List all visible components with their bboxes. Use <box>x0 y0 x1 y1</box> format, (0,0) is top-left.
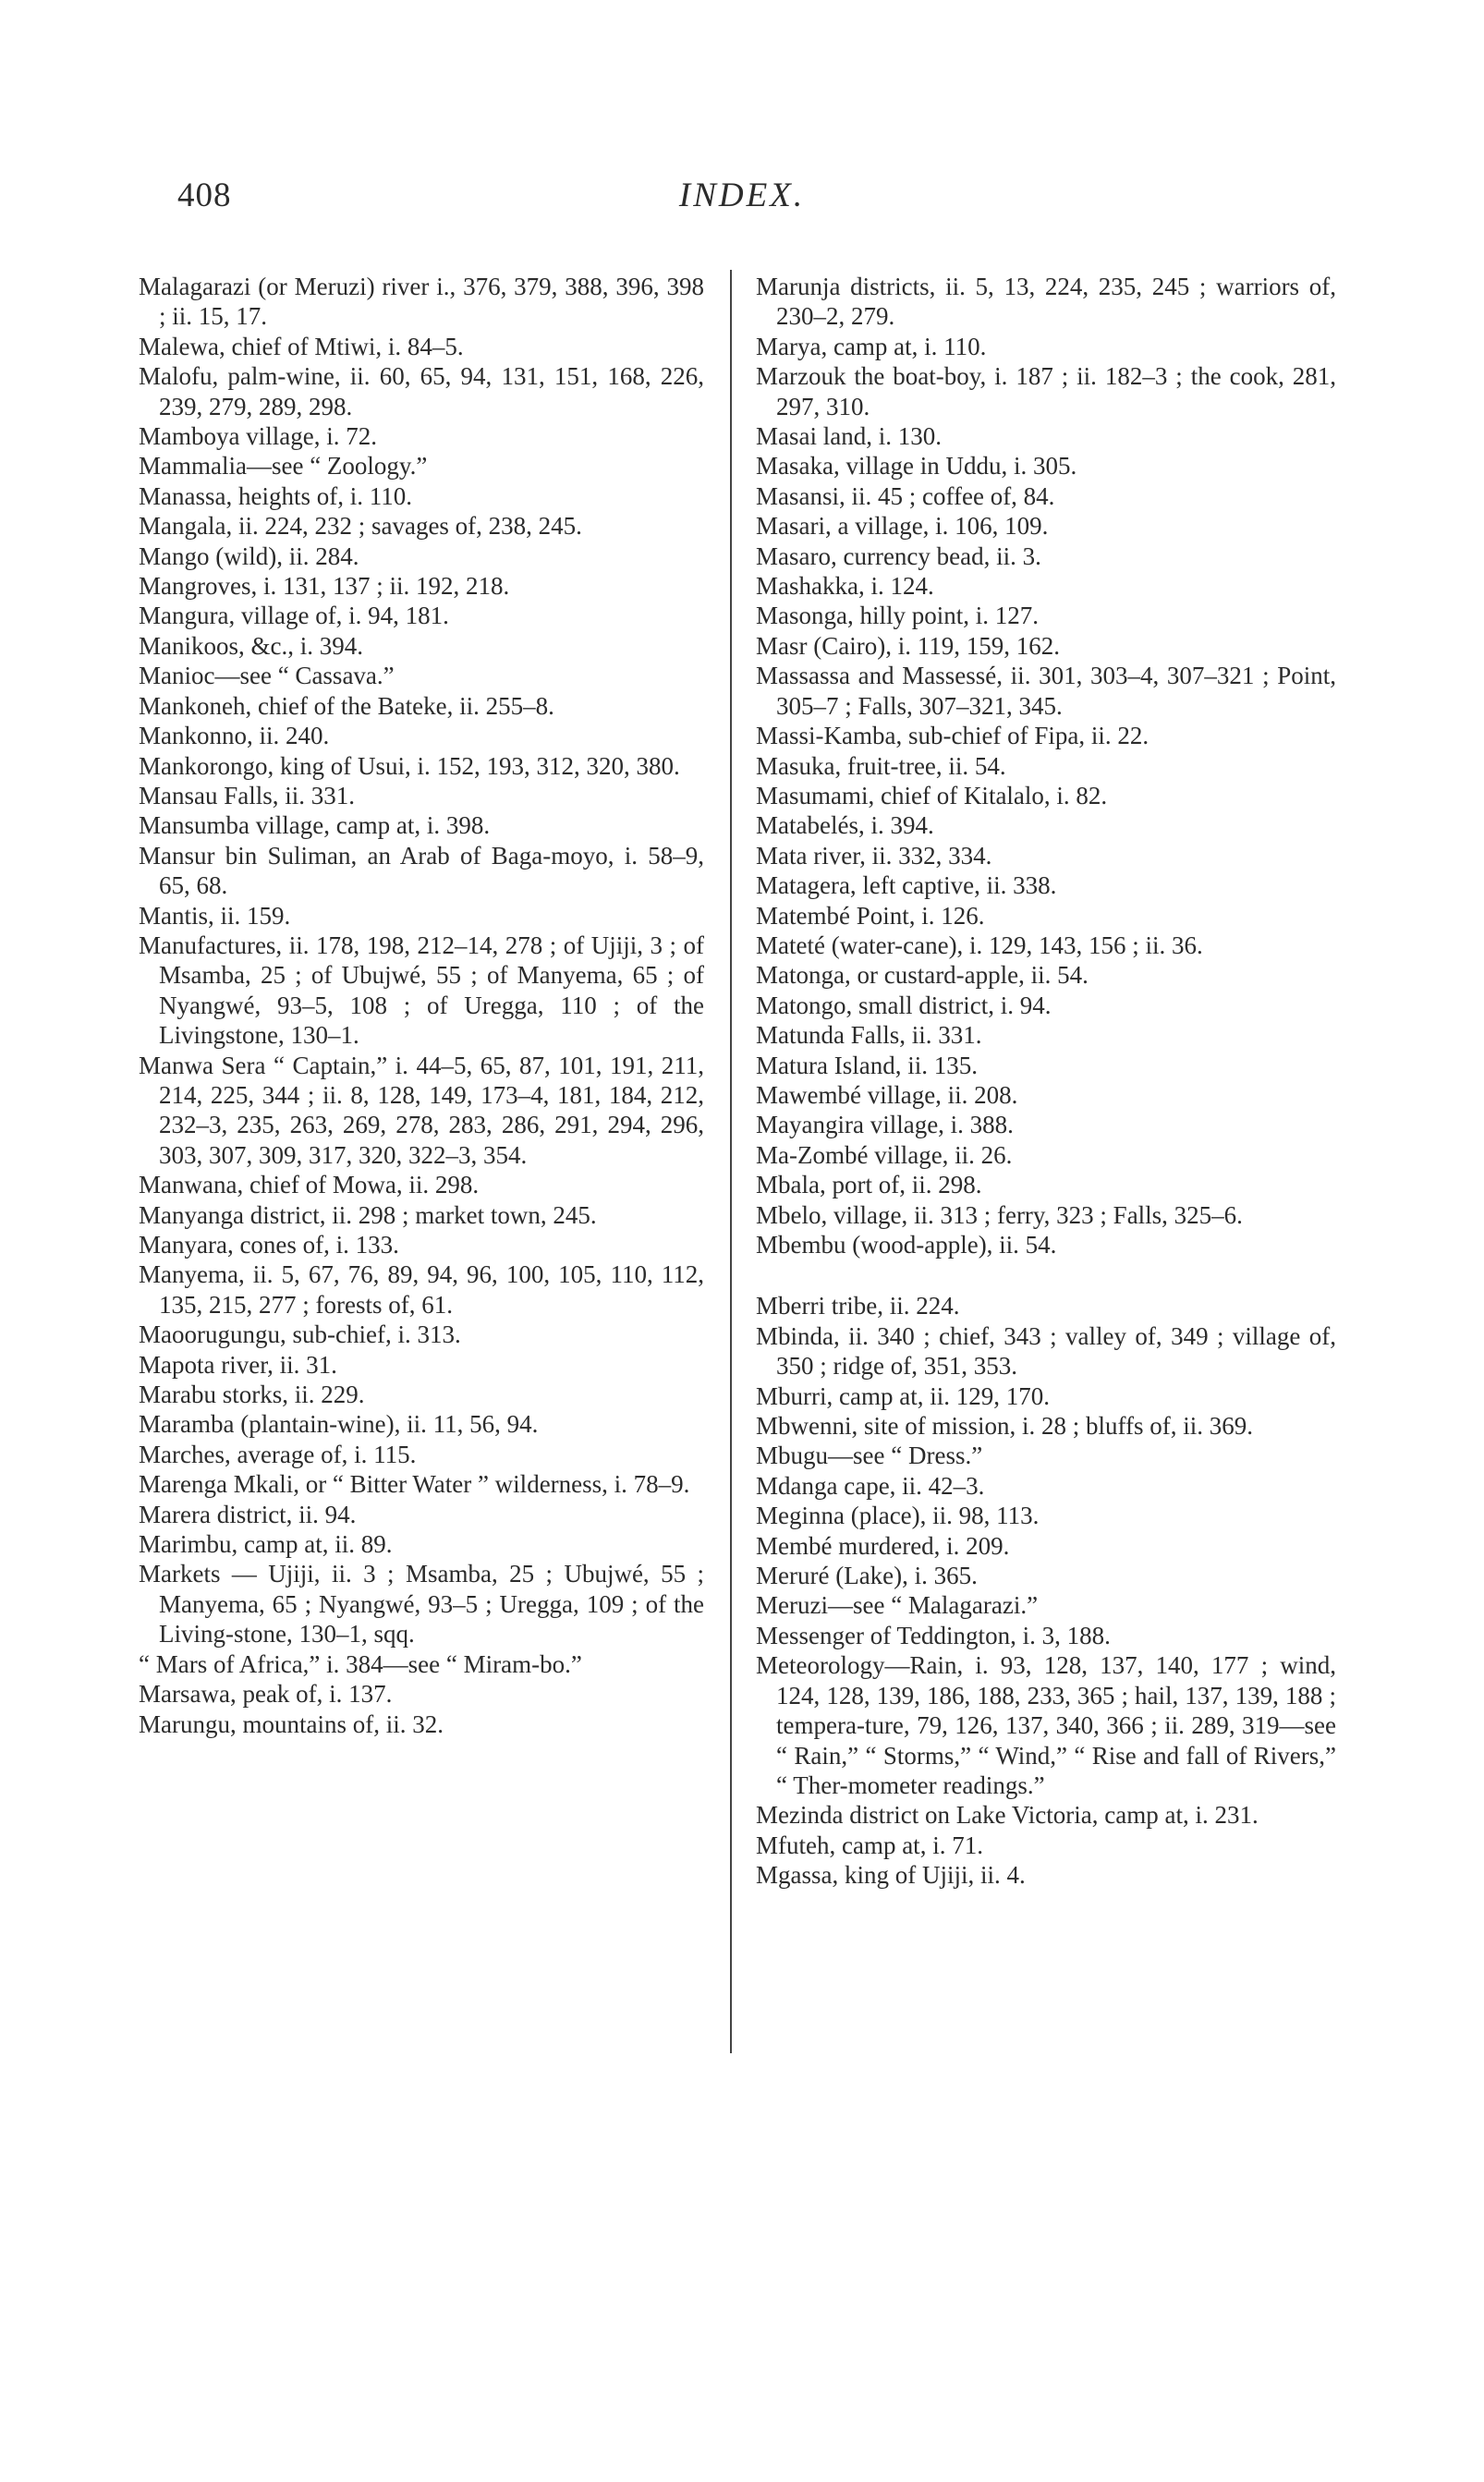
index-entry: Mansau Falls, ii. 331. <box>139 781 355 809</box>
index-entry: Mammalia—see “ Zoology.” <box>139 452 428 481</box>
index-entry: Mantis, ii. 159. <box>139 901 291 930</box>
index-entry: Maramba (plantain-wine), ii. 11, 56, 94. <box>139 1410 539 1439</box>
index-entry: Mangura, village of, i. 94, 181. <box>139 602 449 630</box>
index-entry: Massassa and Massessé, ii. 301, 303–4, 307–321 ; Point, 305–7 ; Falls, 307–321, 345. <box>756 662 1336 720</box>
index-column-right <box>756 272 1336 1891</box>
index-entry: Manufactures, ii. 178, 198, 212–14, 278 ; of Ujiji, 3 ; of Msamba, 25 ; of Ubujwé, 55 ; of Manyema, 65 ; of Nyangwé, 93–5, 108 ; of Uregga, 110 ; of the Livingstone, 130–1. <box>139 931 704 1050</box>
index-entry: Masai land, i. 130. <box>756 422 942 451</box>
index-entry: Mayangira village, i. 388. <box>756 1111 1014 1139</box>
column-divider <box>730 270 732 2053</box>
index-entry: Marches, average of, i. 115. <box>139 1440 417 1468</box>
index-entry: Matunda Falls, ii. 331. <box>756 1021 982 1050</box>
index-entry: Marimbu, camp at, ii. 89. <box>139 1530 393 1559</box>
index-entry: Mansur bin Suliman, an Arab of Baga-moyo, i. 58–9, 65, 68. <box>139 841 704 900</box>
index-entry: Messenger of Teddington, i. 3, 188. <box>756 1621 1111 1649</box>
index-entry: Manioc—see “ Cassava.” <box>139 662 395 690</box>
index-entry: Manwa Sera “ Captain,” i. 44–5, 65, 87, 101, 191, 211, 214, 225, 344 ; ii. 8, 128, 149, 173–4, 181, 184, 212, 232–3, 235, 263, 269, 278, 283, 286, 291, 294, 296, 303, 307, 309, 317, 320, 322–3, 354. <box>139 1051 704 1169</box>
index-entry: Masari, a village, i. 106, 109. <box>756 512 1049 541</box>
index-entry: Mansumba village, camp at, i. 398. <box>139 811 491 840</box>
index-entry: Masonga, hilly point, i. 127. <box>756 602 1039 630</box>
index-entry: Manyema, ii. 5, 67, 76, 89, 94, 96, 100, 105, 110, 112, 135, 215, 277 ; forests of, 61. <box>139 1260 704 1319</box>
index-entry: Mankonno, ii. 240. <box>139 722 330 750</box>
index-entry: Marsawa, peak of, i. 137. <box>139 1680 393 1709</box>
index-entry: Malewa, chief of Mtiwi, i. 84–5. <box>139 332 464 360</box>
index-entry: Mgassa, king of Ujiji, ii. 4. <box>756 1861 1026 1890</box>
page-number: 408 <box>177 176 232 214</box>
index-entry: Markets — Ujiji, ii. 3 ; Msamba, 25 ; Ubujwé, 55 ; Manyema, 65 ; Nyangwé, 93–5 ; Uregga, 109 ; of the Living-stone, 130–1, sqq. <box>139 1560 704 1649</box>
index-entry: Manyanga district, ii. 298 ; market town, 245. <box>139 1200 597 1229</box>
index-entry: Mango (wild), ii. 284. <box>139 541 359 570</box>
index-entry: Mdanga cape, ii. 42–3. <box>756 1471 985 1500</box>
index-entry: Manassa, heights of, i. 110. <box>139 481 412 510</box>
index-entry: Matagera, left captive, ii. 338. <box>756 871 1057 900</box>
index-entry: Meruré (Lake), i. 365. <box>756 1562 978 1590</box>
index-entry: Mangala, ii. 224, 232 ; savages of, 238, 245. <box>139 512 582 541</box>
index-entry: “ Mars of Africa,” i. 384—see “ Miram-bo.” <box>139 1649 582 1678</box>
index-entry: Manikoos, &c., i. 394. <box>139 631 363 660</box>
index-entry: Marabu storks, ii. 229. <box>139 1381 365 1409</box>
index-entry: Mangroves, i. 131, 137 ; ii. 192, 218. <box>139 572 510 601</box>
index-entry: Masr (Cairo), i. 119, 159, 162. <box>756 631 1060 660</box>
index-entry: Mberri tribe, ii. 224. <box>756 1292 960 1320</box>
index-entry: Mateté (water-cane), i. 129, 143, 156 ; ii. 36. <box>756 931 1203 959</box>
index-entry: Marungu, mountains of, ii. 32. <box>139 1709 444 1738</box>
index-entry: Manyara, cones of, i. 133. <box>139 1231 399 1259</box>
index-entry: Masansi, ii. 45 ; coffee of, 84. <box>756 481 1055 510</box>
index-entry: Mata river, ii. 332, 334. <box>756 841 992 870</box>
index-entry: Marya, camp at, i. 110. <box>756 332 987 360</box>
index-entry: Membé murdered, i. 209. <box>756 1531 1010 1560</box>
index-entry: Mawembé village, ii. 208. <box>756 1080 1018 1109</box>
index-entry: Meteorology—Rain, i. 93, 128, 137, 140, 177 ; wind, 124, 128, 139, 186, 188, 233, 365 ; hail, 137, 139, 188 ; tempera-ture, 79, 126, 137, 340, 366 ; ii. 289, 319—see “ Rain,” “ Storms,” “ Wind,” “ Rise and fall of Rivers,” “ Ther-mometer readings.” <box>756 1651 1336 1799</box>
index-entry: Mbembu (wood-apple), ii. 54. <box>756 1231 1057 1259</box>
index-entry: Mamboya village, i. 72. <box>139 422 377 451</box>
index-entry: Meruzi—see “ Malagarazi.” <box>756 1591 1039 1620</box>
index-entry: Maoorugungu, sub-chief, i. 313. <box>139 1320 461 1349</box>
index-entry: Matabelés, i. 394. <box>756 811 934 840</box>
index-entry: Marenga Mkali, or “ Bitter Water ” wilderness, i. 78–9. <box>139 1470 690 1499</box>
index-entry: Mbwenni, site of mission, i. 28 ; bluffs of, ii. 369. <box>756 1412 1253 1441</box>
index-entry: Masaro, currency bead, ii. 3. <box>756 541 1041 570</box>
index-column-left <box>139 272 704 1739</box>
index-entry: Mbelo, village, ii. 313 ; ferry, 323 ; Falls, 325–6. <box>756 1200 1243 1229</box>
index-entry: Matonga, or custard-apple, ii. 54. <box>756 961 1089 990</box>
index-entry: Mbala, port of, ii. 298. <box>756 1171 982 1199</box>
index-entry: Masaka, village in Uddu, i. 305. <box>756 452 1077 481</box>
index-entry: Mburri, camp at, ii. 129, 170. <box>756 1381 1050 1410</box>
index-entry: Marera district, ii. 94. <box>139 1500 357 1528</box>
index-entry: Mfuteh, camp at, i. 71. <box>756 1831 983 1859</box>
index-entry: Meginna (place), ii. 98, 113. <box>756 1502 1040 1530</box>
index-entry: Malagarazi (or Meruzi) river i., 376, 379, 388, 396, 398 ; ii. 15, 17. <box>139 273 704 331</box>
index-entry: Marzouk the boat-boy, i. 187 ; ii. 182–3 ; the cook, 281, 297, 310. <box>756 362 1336 420</box>
index-entry: Manwana, chief of Mowa, ii. 298. <box>139 1171 480 1199</box>
index-entry: Matembé Point, i. 126. <box>756 901 985 930</box>
index-entry: Mankoneh, chief of the Bateke, ii. 255–8. <box>139 691 554 720</box>
index-entry: Mashakka, i. 124. <box>756 572 934 601</box>
index-entry: Mezinda district on Lake Victoria, camp at, i. 231. <box>756 1801 1259 1830</box>
index-entry: Mankorongo, king of Usui, i. 152, 193, 312, 320, 380. <box>139 751 680 780</box>
index-entry: Matura Island, ii. 135. <box>756 1051 978 1079</box>
running-head: INDEX. <box>678 176 806 214</box>
index-entry: Ma-Zombé village, ii. 26. <box>756 1140 1013 1169</box>
index-entry: Marunja districts, ii. 5, 13, 224, 235, 245 ; warriors of, 230–2, 279. <box>756 273 1336 331</box>
index-entry: Mbinda, ii. 340 ; chief, 343 ; valley of, 349 ; village of, 350 ; ridge of, 351, 353. <box>756 1321 1336 1381</box>
index-entry: Massi-Kamba, sub-chief of Fipa, ii. 22. <box>756 722 1149 750</box>
index-entry: Masuka, fruit-tree, ii. 54. <box>756 751 1006 780</box>
index-entry: Masumami, chief of Kitalalo, i. 82. <box>756 781 1108 809</box>
index-entry: Mapota river, ii. 31. <box>139 1350 337 1379</box>
index-entry: Mbugu—see “ Dress.” <box>756 1442 983 1470</box>
index-entry: Matongo, small district, i. 94. <box>756 991 1052 1019</box>
index-entry: Malofu, palm-wine, ii. 60, 65, 94, 131, 151, 168, 226, 239, 279, 289, 298. <box>139 362 704 420</box>
